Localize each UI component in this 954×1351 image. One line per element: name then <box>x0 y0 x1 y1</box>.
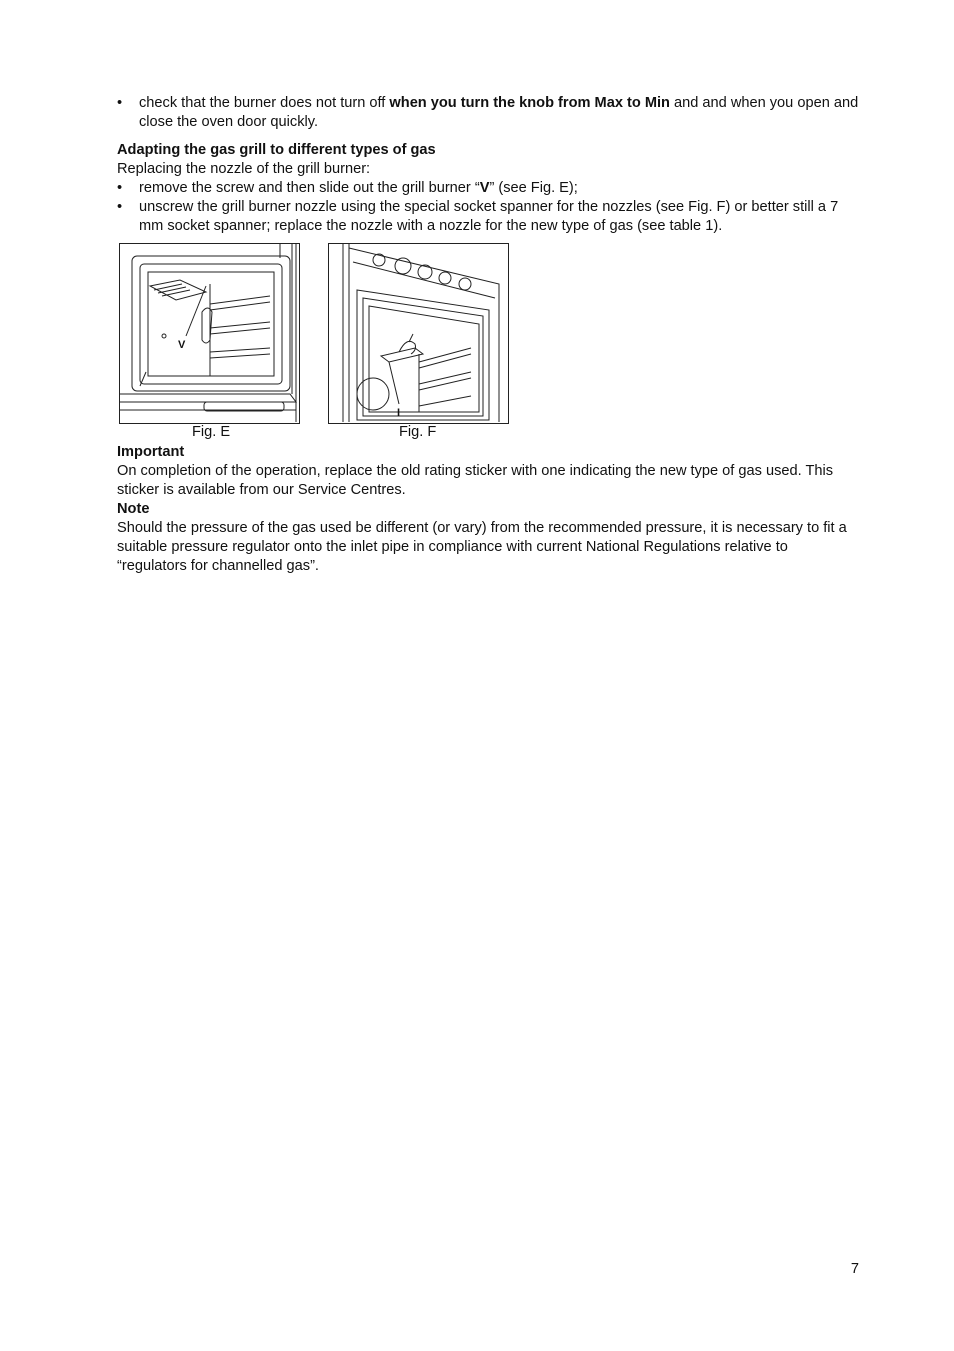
note-heading: Note <box>117 501 150 517</box>
important-heading: Important <box>117 444 185 460</box>
important-text: On completion of the operation, replace the old rating sticker with one indicating the new type of gas used. This sticker is available from our Service Centres. <box>117 463 834 498</box>
oven-front-drawing <box>329 244 508 423</box>
page-content <box>117 94 859 576</box>
bullet-bold-text: when you turn the knob from Max to Min <box>389 95 670 111</box>
intro-text: Replacing the nozzle of the grill burner: <box>117 161 371 177</box>
figure-e-label: V <box>178 339 186 351</box>
section-heading: Adapting the gas grill to different types of gas <box>117 142 436 158</box>
bullet-text: check that the burner does not turn off <box>139 95 390 111</box>
figure-f-nozzle-spanner-illustration <box>328 243 509 424</box>
bullet-dot: • <box>117 95 123 111</box>
page-number: 7 <box>850 1261 859 1277</box>
bullet-dot: • <box>117 199 123 215</box>
bullet-check-burner <box>117 94 859 132</box>
figure-e-caption: Fig. E <box>192 424 231 440</box>
figure-f-caption: Fig. F <box>399 424 437 440</box>
bullet-text: remove the screw and then slide out the grill burner “ <box>139 180 480 196</box>
note-text: Should the pressure of the gas used be different (or vary) from the recommended pressure, it is necessary to fit a suitable pressure regulator onto the inlet pipe in compliance with current National Regulations relative to “regulators for channelled gas”. <box>117 520 847 574</box>
bullet-dot: • <box>117 180 123 196</box>
figure-f-label: I <box>397 407 401 419</box>
bullet-remove-screw <box>117 179 859 198</box>
bullet-text-end: and and when you open and close the oven door quickly. <box>139 95 859 130</box>
bullet-text: unscrew the grill burner nozzle using the special socket spanner for the nozzles (see Fig. F) or better still a 7 mm socket spanner; replace the nozzle with a nozzle for the new type of gas (see table 1). <box>139 199 839 234</box>
oven-interior-drawing <box>120 244 299 423</box>
figure-e-oven-grill-illustration <box>119 243 300 424</box>
figures-row <box>117 243 859 443</box>
bullet-bold-text: V <box>479 180 490 196</box>
bullet-text-end: ” (see Fig. E); <box>489 180 578 196</box>
bullet-unscrew-nozzle <box>117 198 859 236</box>
